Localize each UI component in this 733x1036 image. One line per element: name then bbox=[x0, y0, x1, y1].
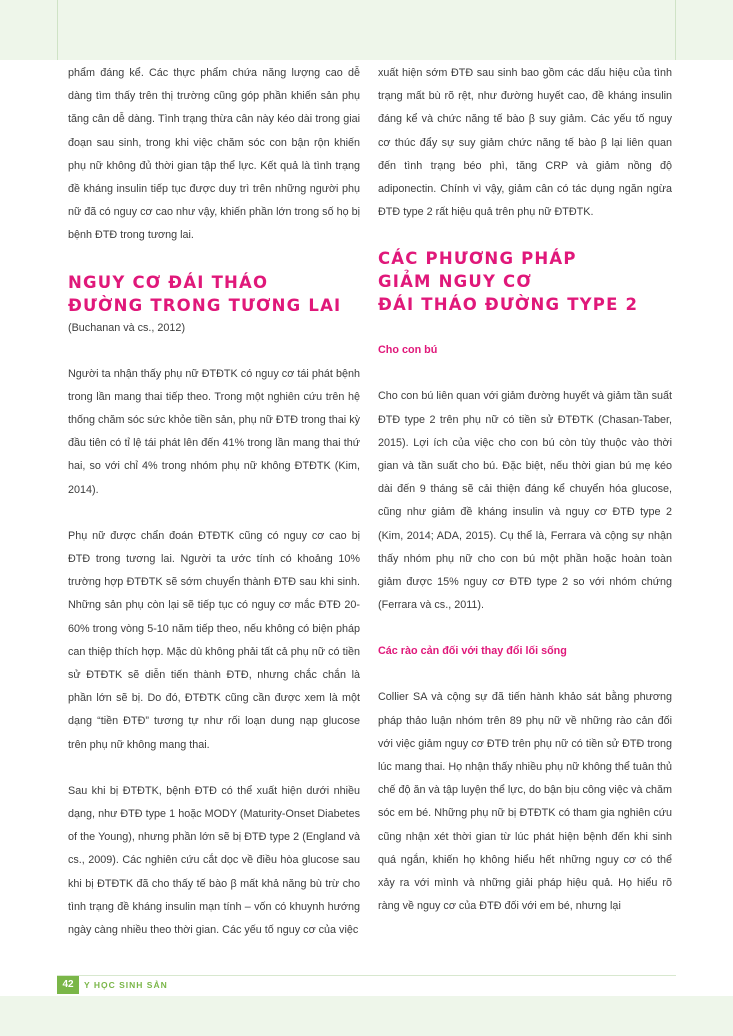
right-paragraph-2: Cho con bú liên quan với giảm đường huyết và giảm tần suất ĐTĐ type 2 trên phụ nữ có tiền sử ĐTĐTK (Chasan-Taber, 2015). Lợi ích của việc cho con bú còn tùy thuộc vào thời gian và tần suất cho bú. Đặc biệt, nếu thời gian bú mẹ kéo dài đến 9 tháng sẽ cải thiện đáng kể chuyển hóa glucose, cũng như giảm đề kháng insulin và nguy cơ ĐTĐ type 2 (Kim, 2014; ADA, 2015). Cụ thể là, Ferrara và cộng sự nhận thấy nhóm phụ nữ cho con bú một phần hoặc hoàn toàn giảm được 15% nguy cơ ĐTĐ type 2 so với nhóm chứng (Ferrara và cs., 2011). bbox=[378, 390, 672, 612]
section-heading-line-2: GIẢM NGUY CƠ bbox=[378, 272, 532, 292]
footer-band bbox=[0, 996, 733, 1036]
section-heading-line-2: ĐƯỜNG TRONG TƯƠNG LAI bbox=[68, 295, 342, 315]
section-heading-future-risk bbox=[68, 271, 360, 317]
journal-name: Y HỌC SINH SẢN bbox=[84, 980, 168, 990]
left-paragraph-4: Sau khi bị ĐTĐTK, bệnh ĐTĐ có thể xuất hiện dưới nhiều dạng, như ĐTĐ type 1 hoặc MODY (Maturity-Onset Diabetes of the Young), nhưng phần lớn sẽ bị ĐTĐ type 2 (England và cs., 2009). Các nghiên cứu cắt dọc về điều hòa glucose sau khi bị ĐTĐTK đã cho thấy tế bào β mất khả năng bù trừ cho tình trạng đề kháng insulin mạn tính – vốn có khuynh hướng ngày càng nhiều theo thời gian. Các yếu tố nguy cơ của việc bbox=[68, 784, 360, 937]
header-rule-right bbox=[675, 0, 676, 60]
left-paragraph-2: Người ta nhận thấy phụ nữ ĐTĐTK có nguy cơ tái phát bệnh trong lần mang thai tiếp theo. Trong một nghiên cứu trên hệ thống chăm sóc sức khỏe tiền sản, phụ nữ ĐTĐ trong thai kỳ đầu tiên có tỉ lệ tái phát lên đến 41% trong lần mang thai thứ hai, so với chỉ 4% trong nhóm phụ nữ không ĐTĐTK (Kim, 2014). bbox=[68, 367, 360, 496]
section-heading-line-1: NGUY CƠ ĐÁI THÁO bbox=[68, 272, 269, 292]
right-column bbox=[378, 62, 672, 918]
header-rule-left bbox=[57, 0, 58, 60]
page-number: 42 bbox=[57, 976, 79, 994]
header-band bbox=[0, 0, 733, 60]
subheading-lifestyle-barriers: Các rào cản đối với thay đổi lối sống bbox=[378, 645, 567, 658]
citation: (Buchanan và cs., 2012) bbox=[68, 321, 186, 334]
right-paragraph-1: xuất hiện sớm ĐTĐ sau sinh bao gồm các dấu hiệu của tình trạng mất bù rõ rệt, như đường huyết cao, đề kháng insulin đáng kể và chức năng tế bào β suy giảm. Các yếu tố nguy cơ thúc đẩy sự suy giảm chức năng tế bào β lại liên quan đến tình trạng béo phì, tăng CRP và giảm nồng độ adiponectin. Chính vì vậy, giảm cân có tác dụng ngăn ngừa ĐTĐ type 2 rất hiệu quả trên phụ nữ ĐTĐTK. bbox=[378, 67, 672, 219]
section-heading-line-1: CÁC PHƯƠNG PHÁP bbox=[378, 249, 577, 269]
left-paragraph-3: Phụ nữ được chẩn đoán ĐTĐTK cũng có nguy cơ cao bị ĐTĐ trong tương lai. Người ta ước tính có khoảng 10% trường hợp ĐTĐTK sẽ sớm chuyển thành ĐTĐ sau khi sinh. Những sản phụ còn lại sẽ tiếp tục có nguy cơ mắc ĐTĐ 20-60% trong vòng 5-10 năm tiếp theo, nếu không có biện pháp can thiệp thích hợp. Mặc dù không phải tất cả phụ nữ có tiền sử ĐTĐTK sẽ diễn tiến thành ĐTĐ, nhưng chắc chắn là phần lớn sẽ bị. Do đó, ĐTĐTK cũng cần được xem là một dạng “tiền ĐTĐ” tương tự như rối loạn dung nạp glucose trên phụ nữ không mang thai. bbox=[68, 529, 360, 751]
section-heading-risk-reduction bbox=[378, 247, 672, 316]
left-paragraph-1: phẩm đáng kể. Các thực phẩm chứa năng lượng cao dễ dàng tìm thấy trên thị trường cũng góp phần khiến sản phụ tăng cân dễ dàng. Tình trạng thừa cân này kéo dài trong giai đoạn sau sinh, trong khi việc chăm sóc con bận rộn khiến phụ nữ không đủ thời gian tập thể lực. Kết quả là tình trạng đề kháng insulin tiếp tục được duy trì trên những người phụ nữ đã có nguy cơ cao như vậy, khiến phần lớn trong số họ bị bệnh ĐTĐ trong tương lai. bbox=[68, 67, 360, 242]
left-column bbox=[68, 62, 360, 942]
section-heading-line-3: ĐÁI THÁO ĐƯỜNG TYPE 2 bbox=[378, 295, 639, 315]
right-paragraph-3: Collier SA và cộng sự đã tiến hành khảo sát bằng phương pháp thảo luận nhóm trên 89 phụ nữ về những rào cản đối với việc giảm nguy cơ ĐTĐ trên phụ nữ có tiền sử ĐTĐ trong lúc mang thai. Họ nhận thấy nhiều phụ nữ không thể tuân thủ chế độ ăn và tập luyện thể lực, do bận bịu công việc và chăm sóc em bé. Những phụ nữ bị ĐTĐTK có tham gia nghiên cứu cũng nhận xét thời gian từ lúc phát hiện bệnh đến khi sinh quá ngắn, khiến họ không hiểu hết những nguy cơ có thể xảy ra với mình và những giải pháp hiệu quả. Họ hiểu rõ ràng về nguy cơ của ĐTĐ đối với em bé, nhưng lại bbox=[378, 691, 672, 913]
subheading-breastfeeding: Cho con bú bbox=[378, 344, 438, 357]
